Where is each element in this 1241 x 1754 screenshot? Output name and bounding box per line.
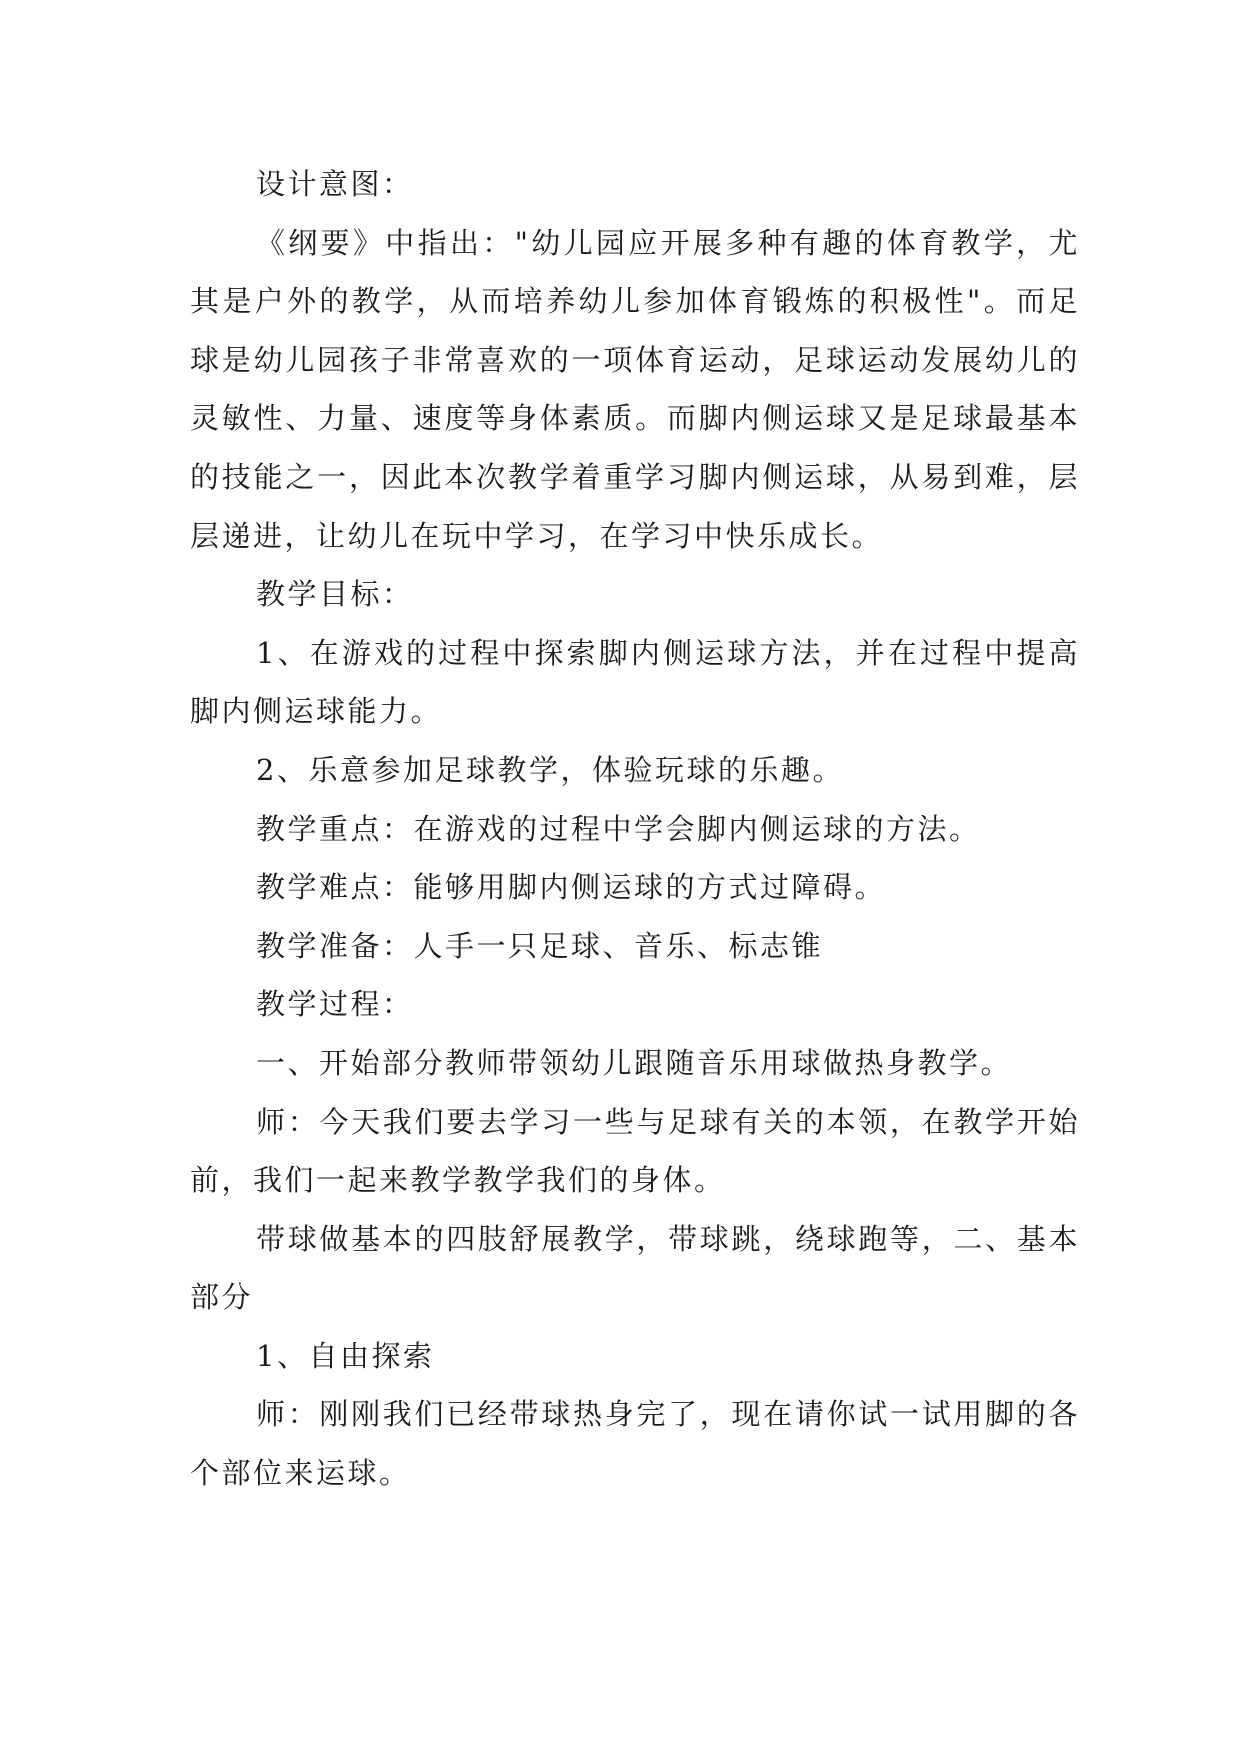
warmup-description: 带球做基本的四肢舒展教学，带球跳，绕球跑等，二、基本部分 [190,1221,1080,1315]
paragraph-design-intent: 《纲要》中指出："幼儿园应开展多种有趣的体育教学，尤其是户外的教学，从而培养幼儿参加体育锻炼的积极性"。而足球是幼儿园孩子非常喜欢的一项体育运动，足球运动发展幼儿的灵敏性、力量、速度等身体素质。而脚内侧运球又是足球最基本的技能之一，因此本次教学着重学习脚内侧运球，从易到难，层层递进，让幼儿在玩中学习，在学习中快乐成长。 [190,225,1080,553]
goal-item-2: 2、乐意参加足球教学，体验玩球的乐趣。 [256,752,844,787]
heading-teaching-goals: 教学目标： [256,577,414,612]
teaching-key-point: 教学重点：在游戏的过程中学会脚内侧运球的方法。 [256,811,981,846]
heading-design-intent: 设计意图： [256,167,414,201]
teaching-preparation: 教学准备：人手一只足球、音乐、标志锥 [256,928,824,963]
teacher-speech-2: 师：刚刚我们已经带球热身完了，现在请你试一试用脚的各个部位来运球。 [190,1397,1080,1491]
free-exploration-heading: 1、自由探索 [256,1338,435,1373]
heading-teaching-process: 教学过程： [256,987,414,1022]
process-part-1: 一、开始部分教师带领幼儿跟随音乐用球做热身教学。 [256,1045,1013,1080]
teacher-speech-1: 师：今天我们要去学习一些与足球有关的本领，在教学开始前，我们一起来教学教学我们的身体。 [190,1104,1080,1198]
goal-item-1: 1、在游戏的过程中探索脚内侧运球方法，并在过程中提高脚内侧运球能力。 [190,635,1080,729]
teaching-difficulty: 教学难点：能够用脚内侧运球的方式过障碍。 [256,870,887,905]
document-body [190,155,1080,1503]
